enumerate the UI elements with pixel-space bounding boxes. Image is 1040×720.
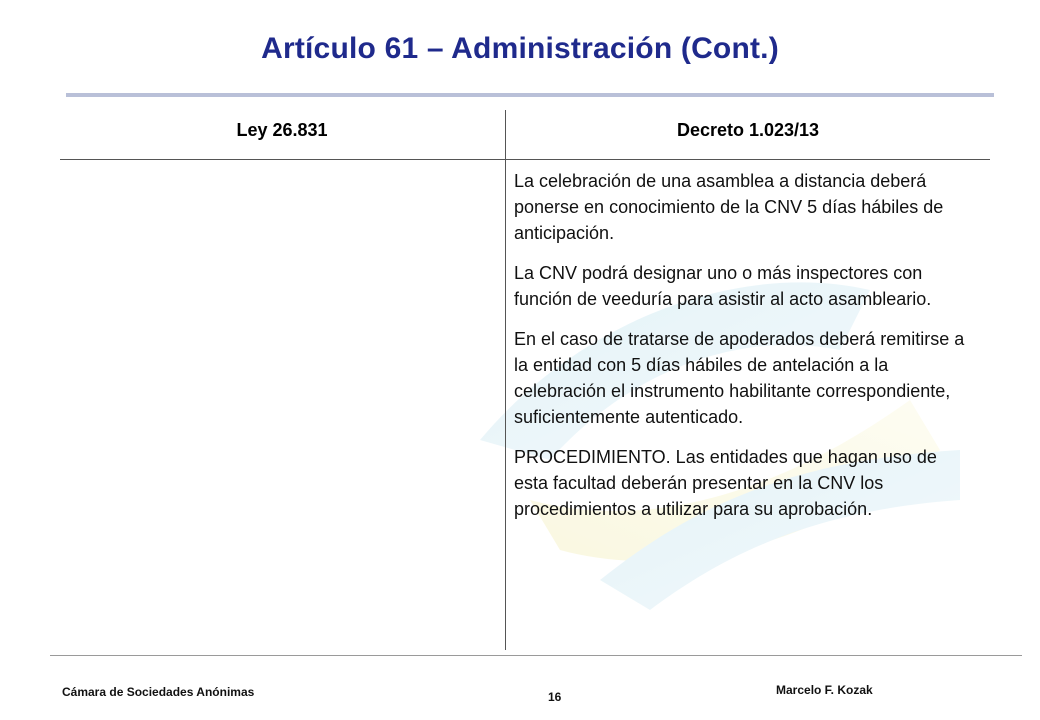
footer-divider [50, 655, 1022, 656]
paragraph-asamblea-distancia: La celebración de una asamblea a distancia deberá ponerse en conocimiento de la CNV 5 días hábiles de anticipación. [514, 171, 944, 243]
footer-organization: Cámara de Sociedades Anónimas [62, 685, 255, 699]
table-column-divider [505, 110, 506, 650]
decreto-column-content [514, 168, 970, 536]
table-header-divider [60, 159, 990, 160]
slide-title: Artículo 61 – Administración (Cont.) [261, 32, 779, 65]
footer-author: Marcelo F. Kozak [776, 683, 873, 697]
title-underline [66, 93, 994, 97]
paragraph-apoderados: En el caso de tratarse de apoderados deberá remitirse a la entidad con 5 días hábiles de antelación a la celebración el instrumento habilitante correspondiente, suficientemente autenticado. [514, 329, 965, 427]
paragraph-inspectores: La CNV podrá designar uno o más inspectores con función de veeduría para asistir al acto asambleario. [514, 263, 932, 309]
column-header-ley: Ley 26.831 [236, 120, 328, 140]
paragraph-procedimiento: PROCEDIMIENTO. Las entidades que hagan uso de esta facultad deberán presentar en la CNV los procedimientos a utilizar para su aprobación. [514, 447, 937, 519]
column-header-decreto: Decreto 1.023/13 [676, 120, 820, 140]
footer-page-number: 16 [548, 690, 562, 704]
